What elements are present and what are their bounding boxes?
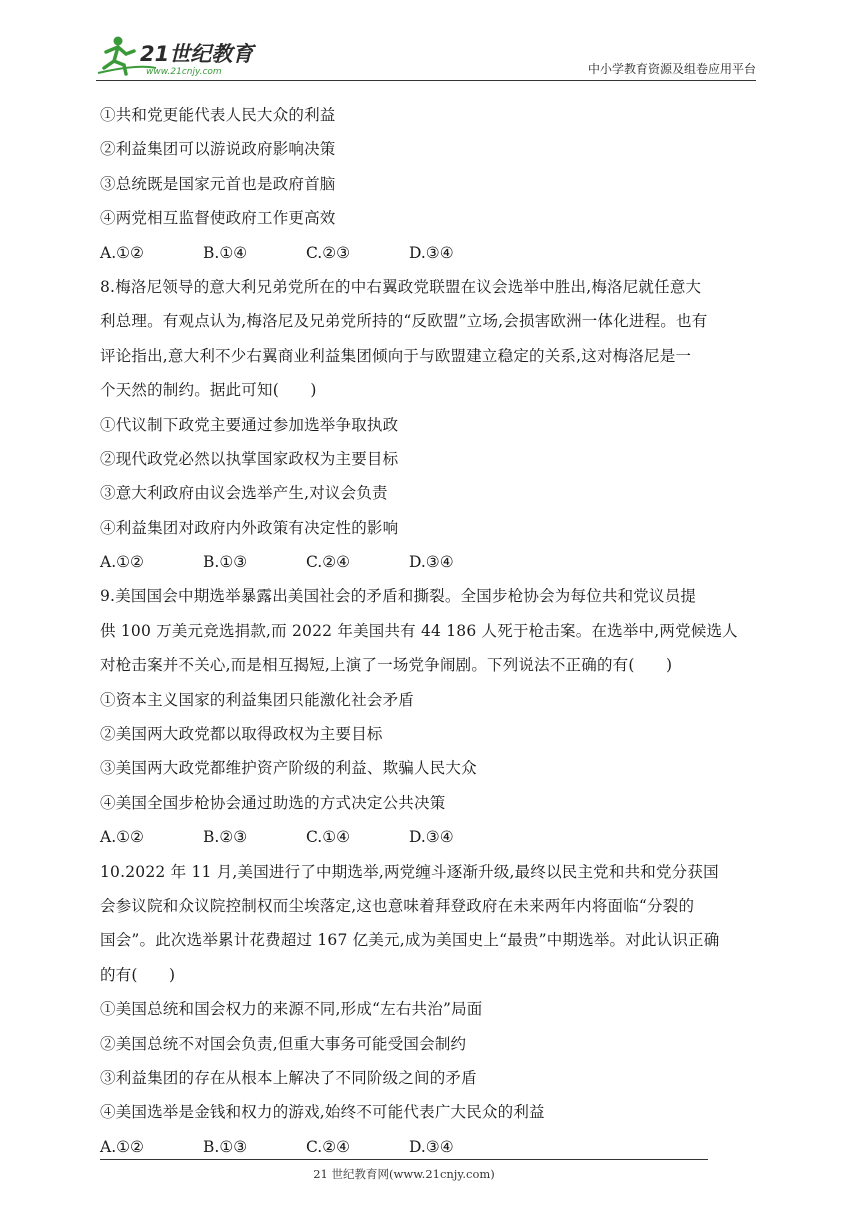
choice-c: C.②④: [306, 1137, 351, 1156]
stem-line: 利总理。有观点认为,梅洛尼及兄弟党所持的“反欧盟”立场,会损害欧洲一体化进程。也有: [100, 312, 708, 331]
q9-options: [100, 683, 764, 821]
option-line: ①代议制下政党主要通过参加选举争取执政: [100, 415, 399, 434]
choice-c: C.②③: [306, 243, 351, 262]
option-line: ④美国选举是金钱和权力的游戏,始终不可能代表广大民众的利益: [100, 1103, 545, 1122]
choice-b: B.①③: [203, 553, 248, 572]
choice-d: D.③④: [409, 828, 454, 847]
question-8-stem: [100, 270, 764, 408]
choice-a: A.①②: [100, 1137, 144, 1156]
choice-c: C.②④: [306, 553, 351, 572]
choice-b: B.①③: [203, 1137, 248, 1156]
option-line: ②现代政党必然以执掌国家政权为主要目标: [100, 449, 399, 468]
choice-d: D.③④: [409, 553, 454, 572]
option-line: ③总统既是国家元首也是政府首脑: [100, 174, 336, 193]
option-line: ①共和党更能代表人民大众的利益: [100, 106, 336, 124]
q8-options: [100, 408, 764, 546]
footer-text: 21 世纪教育网(www.21cnjy.com): [313, 1167, 495, 1181]
q7-options: [100, 98, 764, 236]
option-line: ④美国全国步枪协会通过助选的方式决定公共决策: [100, 793, 446, 812]
stem-line: 评论指出,意大利不少右翼商业利益集团倾向于与欧盟建立稳定的关系,这对梅洛尼是一: [100, 346, 692, 365]
choice-a: A.①②: [100, 243, 144, 262]
stem-line: 供 100 万美元竞选捐款,而 2022 年美国共有 44 186 人死于枪击案。在选举中,两党候选人: [100, 621, 738, 640]
option-line: ③意大利政府由议会选举产生,对议会负责: [100, 484, 388, 503]
header-divider: [96, 80, 756, 81]
q9-choices: [100, 820, 764, 854]
option-line: ②美国两大政党都以取得政权为主要目标: [100, 725, 383, 744]
choice-b: B.①④: [203, 243, 248, 262]
stem-line: 个天然的制约。据此可知( ): [100, 381, 317, 400]
option-line: ①美国总统和国会权力的来源不同,形成“左右共治”局面: [100, 1000, 483, 1019]
choice-c: C.①④: [306, 828, 351, 847]
logo-url: www.21cnjy.com: [146, 67, 222, 77]
stem-line: 10.2022 年 11 月,美国进行了中期选举,两党缠斗逐渐升级,最终以民主党和共和党分获国: [100, 862, 719, 881]
q10-options: [100, 992, 764, 1130]
stem-line: 8.梅洛尼领导的意大利兄弟党所在的中右翼政党联盟在议会选举中胜出,梅洛尼就任意大: [100, 277, 702, 296]
stem-line: 的有( ): [100, 965, 176, 984]
choice-d: D.③④: [409, 1137, 454, 1156]
stem-line: 会参议院和众议院控制权而尘埃落定,这也意味着拜登政府在未来两年内将面临“分裂的: [100, 896, 695, 915]
choice-a: A.①②: [100, 553, 144, 572]
q8-choices: [100, 545, 764, 579]
choice-d: D.③④: [409, 243, 454, 262]
logo-text: 21世纪教育: [140, 42, 254, 66]
footer-divider: [100, 1159, 708, 1160]
option-line: ④利益集团对政府内外政策有决定性的影响: [100, 518, 399, 537]
choice-b: B.②③: [203, 828, 248, 847]
question-10-stem: [100, 855, 764, 993]
option-line: ①资本主义国家的利益集团只能激化社会矛盾: [100, 690, 415, 709]
stem-line: 国会”。此次选举累计花费超过 167 亿美元,成为美国史上“最贵”中期选举。对此认识正确: [100, 931, 720, 950]
option-line: ④两党相互监督使政府工作更高效: [100, 209, 336, 228]
q7-choices: [100, 236, 764, 270]
option-line: ②美国总统不对国会负责,但重大事务可能受国会制约: [100, 1034, 467, 1053]
page-header: [96, 30, 756, 82]
option-line: ③美国两大政党都维护资产阶级的利益、欺骗人民大众: [100, 759, 477, 778]
logo: [96, 34, 266, 78]
header-platform-text: 中小学教育资源及组卷应用平台: [587, 62, 756, 76]
question-content: [100, 98, 764, 1164]
option-line: ③利益集团的存在从根本上解决了不同阶级之间的矛盾: [100, 1068, 477, 1087]
option-line: ②利益集团可以游说政府影响决策: [100, 140, 336, 159]
stem-line: 对枪击案并不关心,而是相互揭短,上演了一场党争闹剧。下列说法不正确的有( ): [100, 656, 673, 675]
question-9-stem: [100, 579, 764, 682]
stem-line: 9.美国国会中期选举暴露出美国社会的矛盾和撕裂。全国步枪协会为每位共和党议员提: [100, 587, 697, 606]
choice-a: A.①②: [100, 828, 144, 847]
